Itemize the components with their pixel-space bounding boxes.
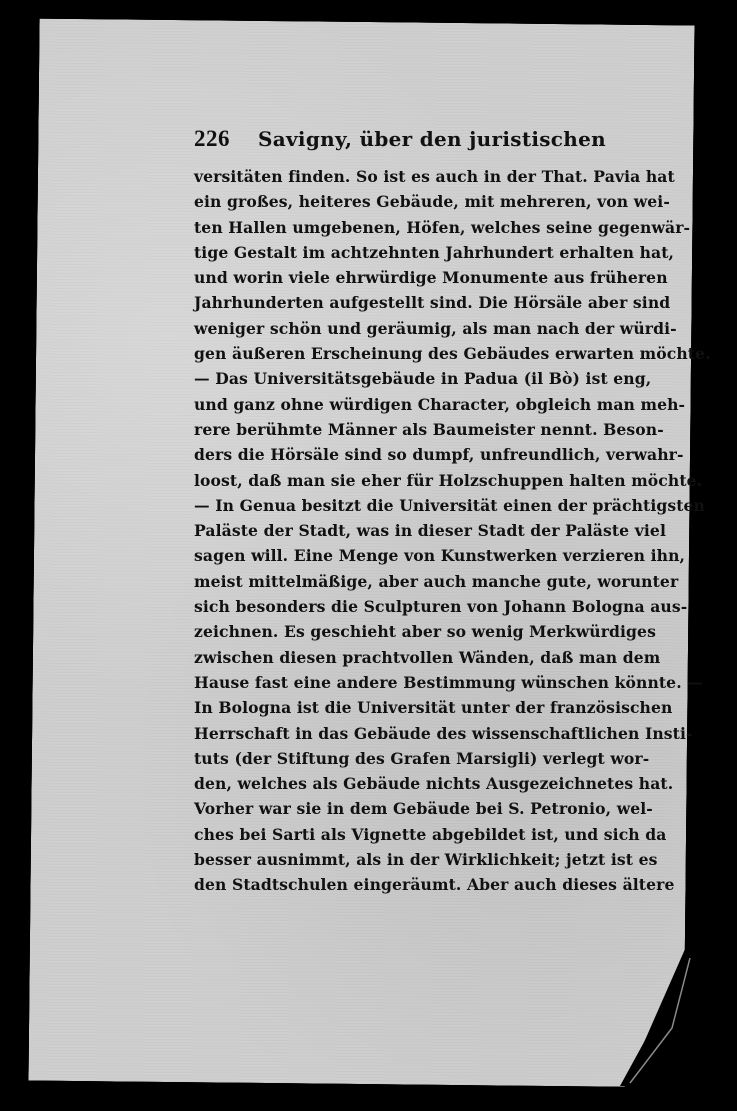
- text-line: Vorher war sie in dem Gebäude bei S. Petronio, wel-: [194, 799, 653, 819]
- page-text: [194, 126, 711, 898]
- text-line: ders die Hörsäle sind so dumpf, unfreundlich, verwahr-: [194, 445, 684, 465]
- text-line: sich besonders die Sculpturen von Johann Bologna aus-: [194, 597, 688, 617]
- text-line: ten Hallen umgebenen, Höfen, welches seine gegenwär-: [194, 217, 691, 237]
- text-line: Hause fast eine andere Bestimmung wünschen könnte. —: [194, 672, 703, 692]
- text-line: Jahrhunderten aufgestellt sind. Die Hörsäle aber sind: [194, 293, 671, 313]
- text-line: tuts (der Stiftung des Grafen Marsigli) verlegt wor-: [194, 748, 650, 768]
- text-line: tige Gestalt im achtzehnten Jahrhundert erhalten hat,: [194, 242, 675, 262]
- text-line: zwischen diesen prachtvollen Wänden, daß man dem: [194, 647, 661, 667]
- text-line: loost, daß man sie eher für Holzschuppen halten möchte.: [194, 470, 703, 490]
- text-line: Herrschaft in das Gebäude des wissenschaftlichen Insti-: [194, 723, 693, 743]
- text-line: — Das Universitätsgebäude in Padua (il Bò) ist eng,: [194, 369, 652, 389]
- text-line: und worin viele ehrwürdige Monumente aus früheren: [194, 268, 668, 288]
- text-line: den, welches als Gebäude nichts Ausgezeichnetes hat.: [194, 774, 674, 794]
- dog-ear-corner-icon: [620, 958, 700, 1088]
- text-line: weniger schön und geräumig, als man nach der würdi-: [194, 318, 677, 338]
- text-line: und ganz ohne würdigen Character, obgleich man meh-: [194, 394, 686, 414]
- text-line: gen äußeren Erscheinung des Gebäudes erwarten möchte.: [194, 344, 711, 364]
- text-line: sagen will. Eine Menge von Kunstwerken verzieren ihn,: [194, 546, 686, 566]
- page-header: [194, 126, 624, 160]
- running-head: Savigny, über den juristischen: [258, 127, 606, 151]
- text-line: In Bologna ist die Universität unter der französischen: [194, 698, 673, 718]
- text-line: versitäten finden. So ist es auch in der That. Pavia hat: [194, 167, 675, 186]
- text-line: zeichnen. Es geschieht aber so wenig Merkwürdiges: [194, 622, 656, 642]
- page-number: 226: [194, 126, 230, 151]
- body-text: [194, 164, 711, 898]
- text-line: rere berühmte Männer als Baumeister nennt. Beson-: [194, 419, 664, 439]
- text-line: ein großes, heiteres Gebäude, mit mehreren, von wei-: [194, 192, 670, 212]
- text-line: ches bei Sarti als Vignette abgebildet ist, und sich da: [194, 824, 667, 844]
- text-line: besser ausnimmt, als in der Wirklichkeit; jetzt ist es: [194, 850, 658, 870]
- text-line: den Stadtschulen eingeräumt. Aber auch dieses ältere: [194, 875, 675, 895]
- text-line: Paläste der Stadt, was in dieser Stadt der Paläste viel: [194, 521, 666, 541]
- text-line: meist mittelmäßige, aber auch manche gute, worunter: [194, 571, 679, 591]
- text-line: — In Genua besitzt die Universität einen der prächtigsten: [194, 495, 705, 515]
